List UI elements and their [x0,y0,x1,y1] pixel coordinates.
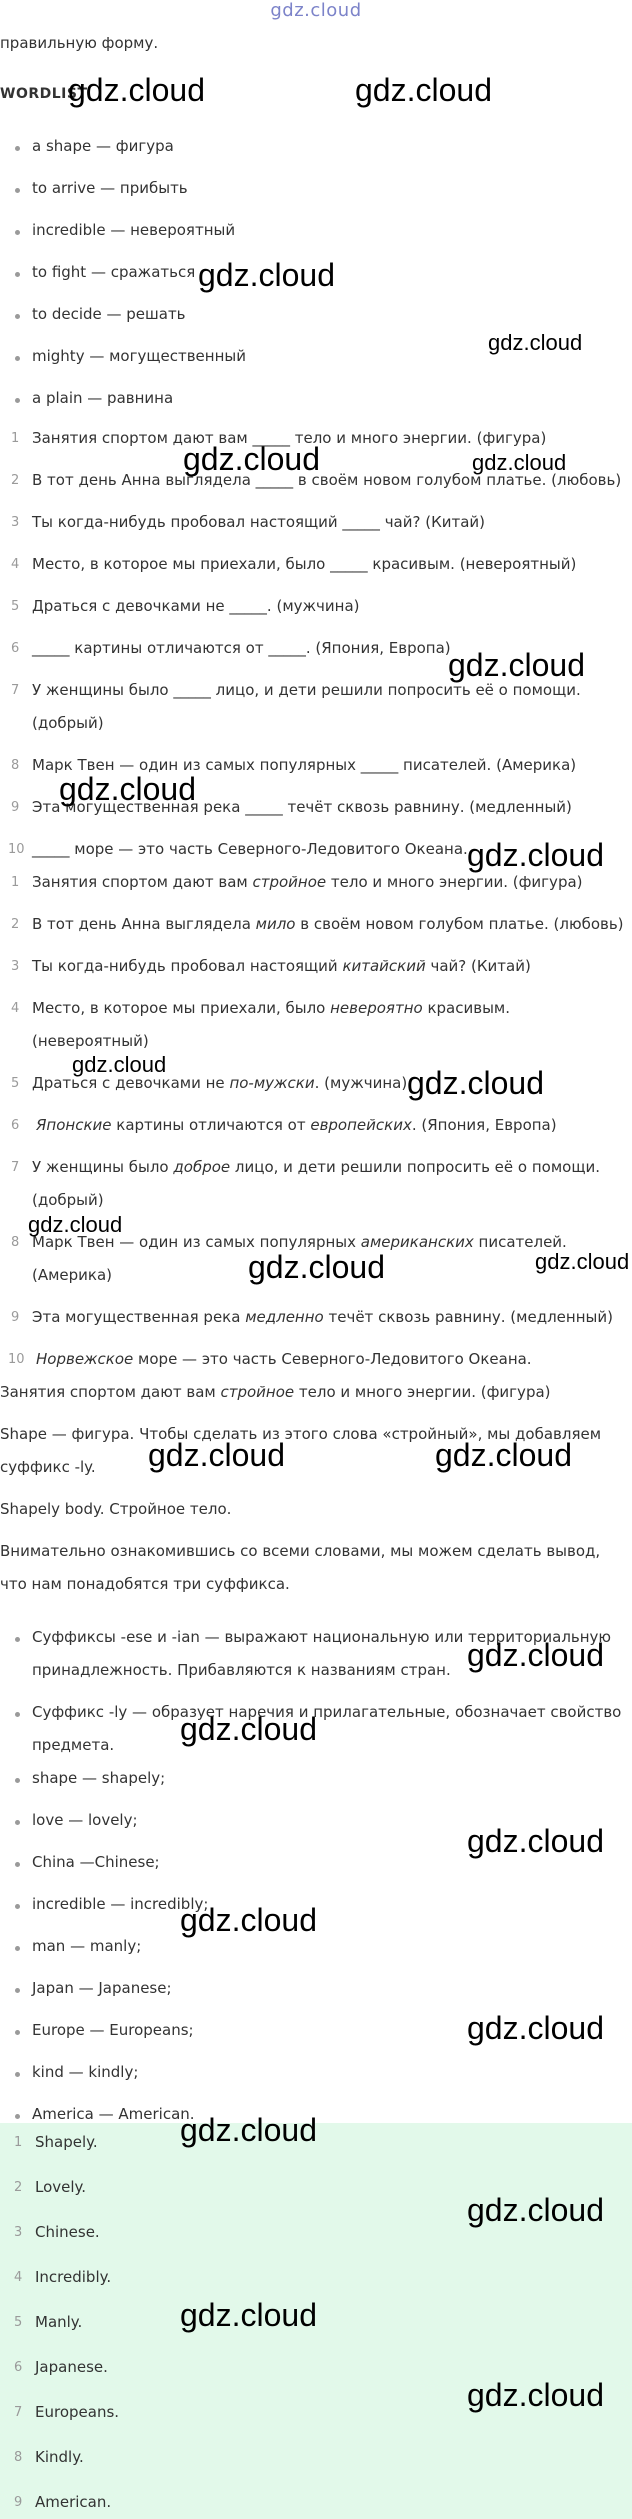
list-item: Суффиксы -ese и -ian — выражают национальную или территориальную [32,1628,612,1646]
list-item: a shape — фигура [32,137,174,155]
sentence: Драться с девочками не _____. (мужчина) [32,597,360,615]
filled-sentence: Японские картины отличаются от европейских. (Япония, Европа) [36,1116,557,1134]
bullet-icon [15,272,20,277]
item-number: 8 [11,758,20,773]
watermark: gdz.cloud [355,72,492,108]
bullet-icon [15,1946,20,1951]
filled-sentence: Драться с девочками не по-мужски. (мужчина) [32,1074,408,1092]
answer: Shapely. [35,2133,98,2151]
list-item: China —Chinese; [32,1853,160,1871]
sentence-continuation: (невероятный) [32,1032,149,1050]
item-number: 2 [11,473,20,488]
filled-sentence: В тот день Анна выглядела мило в своём новом голубом платье. (любовь) [32,915,624,933]
watermark: gdz.cloud [467,837,604,873]
item-number: 8 [11,1235,20,1250]
watermark: gdz.cloud [28,1212,123,1237]
item-number: 6 [11,1118,20,1133]
bullet-icon [15,1712,20,1717]
bullet-icon [15,2114,20,2119]
bullet-icon [15,1637,20,1642]
answer: Manly. [35,2313,83,2331]
bullet-icon [15,398,20,403]
watermark: gdz.cloud [488,330,583,355]
answer-number: 2 [14,2180,23,2195]
list-item: mighty — могущественный [32,347,246,365]
paragraph-continuation: что нам понадобятся три суффикса. [0,1575,290,1593]
item-number: 5 [11,599,20,614]
filled-sentence: Марк Твен — один из самых популярных американских писателей. [32,1233,567,1251]
item-number: 10 [8,1352,25,1367]
wordlist-heading: WORDLIST [0,86,88,102]
watermark: gdz.cloud [448,647,585,683]
bullet-icon [15,1988,20,1993]
answer-number: 4 [14,2270,23,2285]
filled-sentence: Ты когда-нибудь пробовал настоящий китайский чай? (Китай) [32,957,531,975]
watermark: gdz.cloud [467,1637,604,1673]
answer-number: 1 [14,2135,23,2150]
sentence: Ты когда-нибудь пробовал настоящий _____ чай? (Китай) [32,513,486,531]
answer: Kindly. [35,2448,84,2466]
bullet-icon [15,1904,20,1909]
item-number: 4 [11,1001,20,1016]
watermark: gdz.cloud [183,441,320,477]
watermark: gdz.cloud [198,257,335,293]
item-number: 9 [11,800,20,815]
watermark: gdz.cloud [407,1065,544,1101]
item-number: 4 [11,557,20,572]
item-number: 5 [11,1076,20,1091]
list-item: a plain — равнина [32,389,174,407]
list-item: America — American. [32,2105,195,2123]
sentence-continuation: (добрый) [32,1191,104,1209]
filled-sentence: Норвежское море — это часть Северного-Ледовитого Океана. [36,1350,532,1368]
bullet-icon [15,230,20,235]
watermark: gdz.cloud [180,2297,317,2333]
filled-sentence: Занятия спортом дают вам стройное тело и много энергии. (фигура) [32,873,583,891]
paragraph: Shape — фигура. Чтобы сделать из этого слова «стройный», мы добавляем [0,1425,602,1443]
list-item: incredible — incredibly; [32,1895,209,1913]
answer: Lovely. [35,2178,87,2196]
item-number: 10 [8,842,25,857]
sentence: Занятия спортом дают вам _____ тело и много энергии. (фигура) [32,429,547,447]
list-item: love — lovely; [32,1811,138,1829]
sentence: В тот день Анна выглядела _____ в своём новом голубом платье. (любовь) [32,471,622,489]
sentence-continuation: (добрый) [32,714,104,732]
watermark: gdz.cloud [148,1437,285,1473]
watermark: gdz.cloud [467,2377,604,2413]
watermark: gdz.cloud [59,771,196,807]
paragraph: Shapely body. Стройное тело. [0,1500,232,1518]
paragraph: Занятия спортом дают вам стройное тело и много энергии. (фигура) [0,1383,551,1401]
bullet-icon [15,1820,20,1825]
bullet-icon [15,188,20,193]
watermark: gdz.cloud [248,1249,385,1285]
item-number: 3 [11,959,20,974]
item-number: 2 [11,917,20,932]
watermark: gdz.cloud [68,72,205,108]
list-item: shape — shapely; [32,1769,166,1787]
bullet-icon [15,1778,20,1783]
item-number: 7 [11,683,20,698]
watermark: gdz.cloud [467,2010,604,2046]
sentence: Место, в которое мы приехали, было _____ красивым. (невероятный) [32,555,577,573]
watermark: gdz.cloud [180,1711,317,1747]
watermark: gdz.cloud [467,2192,604,2228]
item-number: 1 [11,875,20,890]
list-item: kind — kindly; [32,2063,139,2081]
sentence: У женщины было _____ лицо, и дети решили попросить её о помощи. [32,681,581,699]
answer: Incredibly. [35,2268,112,2286]
answer-number: 5 [14,2315,23,2330]
item-number: 6 [11,641,20,656]
filled-sentence: Эта могущественная река медленно течёт сквозь равнину. (медленный) [32,1308,613,1326]
list-item-continuation: принадлежность. Прибавляются к названиям стран. [32,1661,451,1679]
bullet-icon [15,314,20,319]
filled-sentence: У женщины было доброе лицо, и дети решили попросить её о помощи. [32,1158,600,1176]
list-item-continuation: предмета. [32,1736,115,1754]
answer: Japanese. [35,2358,108,2376]
intro-text: правильную форму. [0,34,159,52]
answer-number: 3 [14,2225,23,2240]
list-item: to arrive — прибыть [32,179,188,197]
bullet-icon [15,2072,20,2077]
bullet-icon [15,356,20,361]
sentence: _____ картины отличаются от _____. (Япония, Европа) [32,639,451,657]
watermark: gdz.cloud [435,1437,572,1473]
filled-sentence: Место, в которое мы приехали, было невероятно красивым. [32,999,510,1017]
bullet-icon [15,146,20,151]
list-item: incredible — невероятный [32,221,236,239]
watermark: gdz.cloud [180,1902,317,1938]
watermark: gdz.cloud [72,1052,167,1077]
list-item: to fight — сражаться [32,263,196,281]
list-item: Суффикс -ly — образует наречия и прилагательные, обозначает свойство [32,1703,622,1721]
answer-number: 7 [14,2405,23,2420]
site-logo[interactable]: gdz.cloud [270,0,362,21]
paragraph: Внимательно ознакомившись со всеми словами, мы можем сделать вывод, [0,1542,601,1560]
list-item: Japan — Japanese; [32,1979,172,1997]
bullet-icon [15,2030,20,2035]
list-item: man — manly; [32,1937,142,1955]
watermark: gdz.cloud [535,1249,630,1274]
item-number: 7 [11,1160,20,1175]
answer-number: 9 [14,2495,23,2510]
bullet-icon [15,1862,20,1867]
watermark: gdz.cloud [467,1823,604,1859]
item-number: 3 [11,515,20,530]
watermark: gdz.cloud [472,450,567,475]
answer-number: 8 [14,2450,23,2465]
answer-number: 6 [14,2360,23,2375]
list-item: to decide — решать [32,305,186,323]
item-number: 1 [11,431,20,446]
watermark: gdz.cloud [180,2112,317,2148]
paragraph-continuation: суффикс -ly. [0,1458,96,1476]
answer: Europeans. [35,2403,120,2421]
sentence: Эта могущественная река _____ течёт сквозь равнину. (медленный) [32,798,572,816]
list-item: Europe — Europeans; [32,2021,194,2039]
sentence-continuation: (Америка) [32,1266,113,1284]
item-number: 9 [11,1310,20,1325]
sentence: _____ море — это часть Северного-Ледовитого Океана. [32,840,468,858]
answer: American. [35,2493,112,2511]
answer: Chinese. [35,2223,100,2241]
sentence: Марк Твен — один из самых популярных _____ писателей. (Америка) [32,756,577,774]
